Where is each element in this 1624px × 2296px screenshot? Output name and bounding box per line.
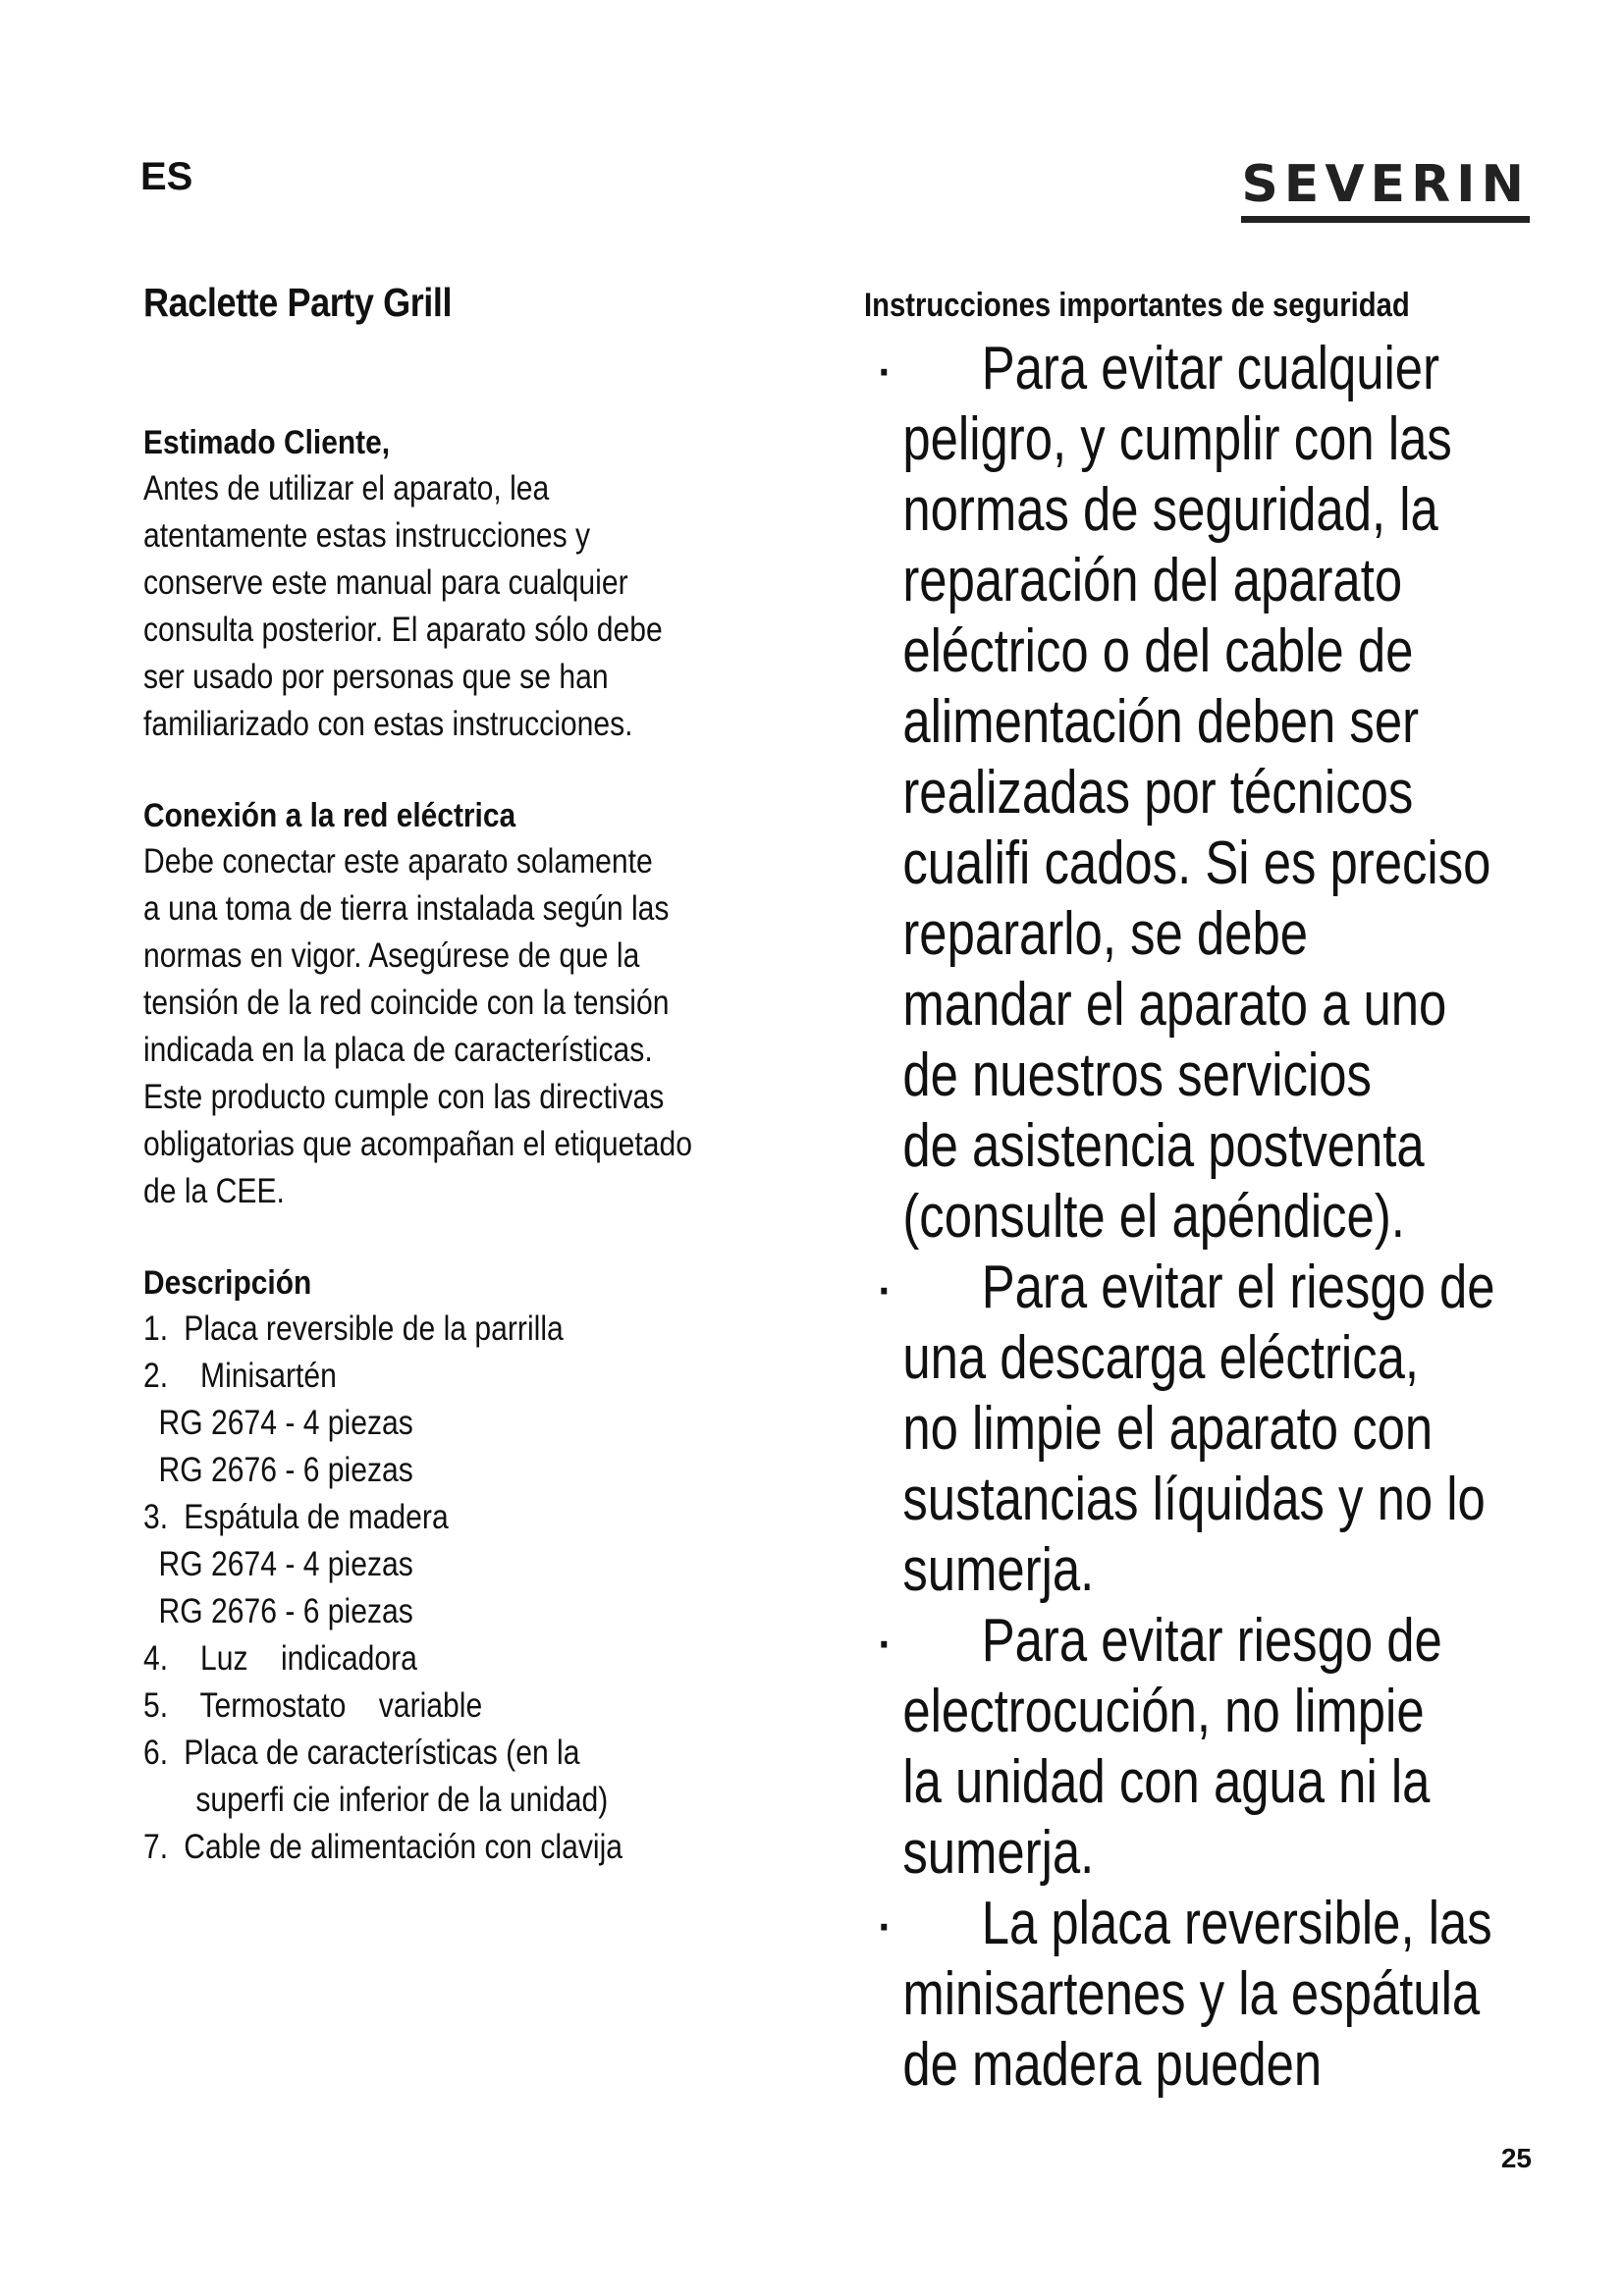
safety-heading: Instrucciones importantes de seguridad xyxy=(864,287,1410,324)
bullet-line: cualifi cados. Si es preciso xyxy=(902,829,1491,897)
connection-heading: Conexión a la red eléctrica xyxy=(143,797,516,834)
text-line: a una toma de tierra instalada según las xyxy=(143,889,670,928)
bullet-line: La placa reversible, las xyxy=(981,1890,1492,1957)
bullet-line: Para evitar riesgo de xyxy=(981,1607,1442,1675)
bullet-line: sumerja. xyxy=(902,1536,1095,1604)
safety-bullet xyxy=(864,1889,1571,2101)
bullet-icon: · xyxy=(874,335,894,402)
text-line: obligatorias que acompañan el etiquetado xyxy=(143,1125,692,1163)
list-item-number: 3. xyxy=(143,1498,169,1536)
text-line: familiarizado con estas instrucciones. xyxy=(143,705,633,743)
right-column xyxy=(864,283,1571,2101)
customer-heading: Estimado Cliente, xyxy=(143,424,391,461)
list-item xyxy=(143,1824,692,1871)
bullet-line: normas de seguridad, la xyxy=(902,476,1438,544)
language-code: ES xyxy=(140,155,193,198)
bullet-line: mandar el aparato a uno xyxy=(902,971,1447,1039)
text-line: normas en vigor. Asegúrese de que la xyxy=(143,936,640,975)
page-number: 25 xyxy=(1500,2143,1532,2173)
list-item-text: Placa de características (en la xyxy=(184,1734,580,1772)
bullet-line: de nuestros servicios xyxy=(902,1041,1372,1109)
list-item-number: 6. xyxy=(143,1734,169,1772)
bullet-line: una descarga eléctrica, xyxy=(902,1324,1420,1392)
left-column xyxy=(143,280,782,1871)
customer-paragraph xyxy=(143,465,785,748)
bullet-icon: · xyxy=(874,1607,894,1675)
bullet-line: Para evitar el riesgo de xyxy=(981,1254,1495,1321)
bullet-line: Para evitar cualquier xyxy=(981,335,1440,402)
safety-bullet xyxy=(864,1253,1571,1606)
brand-name: SEVERIN xyxy=(1241,155,1530,214)
list-item-text: Espátula de madera xyxy=(184,1498,449,1536)
list-item: RG 2674 - 4 piezas xyxy=(158,1404,413,1442)
text-line: ser usado por personas que se han xyxy=(143,658,609,696)
list-item xyxy=(143,1635,692,1682)
text-line: conserve este manual para cualquier xyxy=(143,563,628,602)
text-line: Debe conectar este aparato solamente xyxy=(143,842,653,881)
brand-underline xyxy=(1241,216,1530,223)
bullet-line: de madera pueden xyxy=(902,2031,1323,2099)
list-item-text: Cable de alimentación con clavija xyxy=(184,1828,623,1866)
text-line: de la CEE. xyxy=(143,1172,285,1210)
list-item-text: Luz indicadora xyxy=(184,1639,417,1678)
list-item-number: 4. xyxy=(143,1639,169,1678)
bullet-line: de asistencia postventa xyxy=(902,1112,1425,1180)
list-item xyxy=(143,1494,692,1541)
bullet-line: (consulte el apéndice). xyxy=(902,1183,1405,1251)
list-item-text: Minisartén xyxy=(184,1357,337,1395)
document-title: Raclette Party Grill xyxy=(143,280,453,325)
list-item xyxy=(143,1682,692,1730)
bullet-line: no limpie el aparato con xyxy=(902,1395,1434,1463)
list-item xyxy=(143,1353,692,1400)
bullet-line: peligro, y cumplir con las xyxy=(902,405,1452,473)
list-item-text: Placa reversible de la parrilla xyxy=(184,1309,564,1348)
bullet-line: realizadas por técnicos xyxy=(902,759,1414,827)
safety-bullet xyxy=(864,1606,1571,1889)
safety-bullet xyxy=(864,334,1571,1253)
text-line: tensión de la red coincide con la tensión xyxy=(143,984,670,1022)
text-line: Este producto cumple con las directivas xyxy=(143,1078,665,1116)
list-item-number: 5. xyxy=(143,1686,169,1725)
bullet-line: eléctrico o del cable de xyxy=(902,617,1414,685)
text-line: consulta posterior. El aparato sólo debe xyxy=(143,611,663,649)
bullet-line: alimentación deben ser xyxy=(902,688,1420,756)
bullet-line: repararlo, se debe xyxy=(902,900,1308,968)
bullet-line: la unidad con agua ni la xyxy=(902,1748,1431,1816)
description-heading: Descripción xyxy=(143,1264,312,1302)
list-item xyxy=(143,1306,692,1353)
text-line: indicada en la placa de características. xyxy=(143,1031,653,1069)
list-item-number: 2. xyxy=(143,1357,169,1395)
text-line: atentamente estas instrucciones y xyxy=(143,516,591,555)
list-item-number: 7. xyxy=(143,1828,169,1866)
description-list xyxy=(143,1306,782,1871)
bullet-line: sumerja. xyxy=(902,1819,1095,1887)
bullet-icon: · xyxy=(874,1890,894,1957)
bullet-line: minisartenes y la espátula xyxy=(902,1960,1481,2028)
list-item-number: 1. xyxy=(143,1309,169,1348)
list-item: superfi cie inferior de la unidad) xyxy=(195,1781,609,1819)
bullet-icon: · xyxy=(874,1254,894,1321)
text-line: Antes de utilizar el aparato, lea xyxy=(143,469,550,507)
bullet-line: reparación del aparato xyxy=(902,547,1403,614)
bullet-line: electrocución, no limpie xyxy=(902,1678,1425,1745)
bullet-line: sustancias líquidas y no lo xyxy=(902,1466,1486,1533)
connection-paragraph xyxy=(143,838,785,1215)
safety-bullets xyxy=(864,334,1571,2101)
list-item: RG 2676 - 6 piezas xyxy=(158,1592,413,1630)
list-item: RG 2676 - 6 piezas xyxy=(158,1451,413,1489)
brand-logo xyxy=(1241,157,1530,223)
list-item xyxy=(143,1730,692,1777)
list-item: RG 2674 - 4 piezas xyxy=(158,1545,413,1583)
list-item-text: Termostato variable xyxy=(184,1686,483,1725)
